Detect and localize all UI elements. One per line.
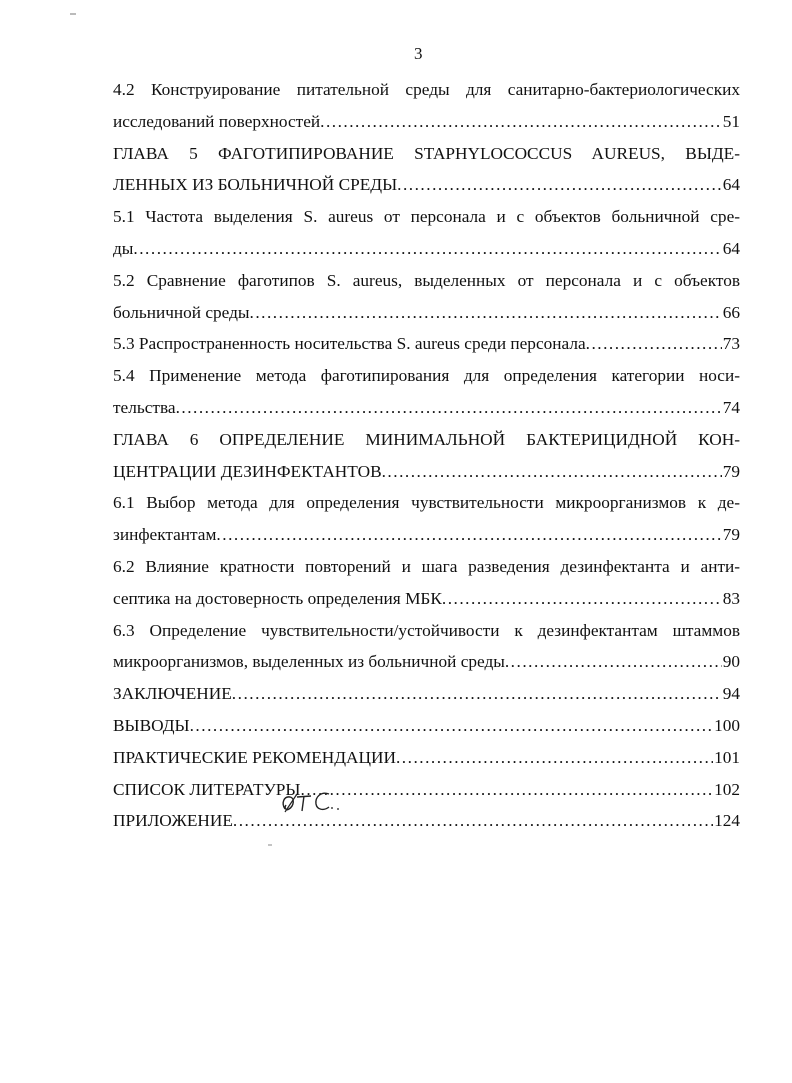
toc-page-number: 64 [722, 175, 740, 195]
toc-entry-title: тельства [113, 397, 176, 417]
toc-section-line [113, 710, 740, 742]
dot-leader [397, 169, 722, 201]
toc-entry-line [113, 106, 740, 138]
toc-entry-line [113, 233, 740, 265]
dot-leader [232, 678, 722, 710]
toc-page-number: 100 [714, 715, 740, 735]
toc-page-number: 51 [722, 111, 740, 131]
dot-leader [190, 710, 713, 742]
toc-section-line [113, 774, 740, 806]
dot-leader [396, 742, 713, 774]
toc-entry-title: ПРИЛОЖЕНИЕ [113, 811, 233, 831]
toc-entry-title: больничной среды [113, 302, 250, 322]
toc-entry-title: исследований поверхностей [113, 111, 321, 131]
toc-entry-line [113, 519, 740, 551]
toc-entry-line: 5.2 Сравнение фаготипов S. aureus, выделенных от персонала и с объектов [113, 270, 740, 290]
toc-entry-line: 6.2 Влияние кратности повторений и шага разведения дезинфектанта и анти- [113, 556, 740, 576]
toc-entry-line: 6.3 Определение чувствительности/устойчивости к дезинфектантам штаммов [113, 620, 740, 640]
toc-page-number: 124 [714, 811, 740, 831]
toc-entry-title: зинфектантам [113, 525, 217, 545]
toc-chapter-line [113, 169, 740, 201]
toc-section-line [113, 678, 740, 710]
toc-page-number: 74 [722, 397, 740, 417]
toc-page-number: 102 [714, 779, 740, 799]
dot-leader [133, 233, 721, 265]
toc-entry-title: ды [113, 238, 134, 258]
toc-page-number: 66 [722, 302, 740, 322]
dot-leader [320, 106, 722, 138]
dot-leader [505, 646, 722, 678]
toc-chapter-line [113, 456, 740, 488]
toc-entry-line: 5.1 Частота выделения S. aureus от персонала и с объектов больничной сре- [113, 207, 740, 227]
page-number: 3 [414, 44, 423, 63]
toc-section-line [113, 805, 740, 837]
toc-page-number: 79 [722, 461, 740, 481]
dot-leader [382, 456, 722, 488]
toc-entry-line: 6.1 Выбор метода для определения чувствительности микроорганизмов к де- [113, 493, 740, 513]
toc-chapter-line: ГЛАВА 6 ОПРЕДЕЛЕНИЕ МИНИМАЛЬНОЙ БАКТЕРИЦИДНОЙ КОН- [113, 429, 740, 449]
toc-entry-title: микроорганизмов, выделенных из больничной среды [113, 652, 505, 672]
toc-page-number: 101 [714, 747, 740, 767]
toc-page-number: 94 [722, 684, 740, 704]
dot-leader [176, 392, 722, 424]
toc-entry-line [113, 392, 740, 424]
toc-chapter-line: ГЛАВА 5 ФАГОТИПИРОВАНИЕ STAPHYLOCOCCUS AUREUS, ВЫДЕ- [113, 143, 740, 163]
toc-entry-line: 5.4 Применение метода фаготипирования для определения категории носи- [113, 366, 740, 386]
toc-entry-line [113, 646, 740, 678]
dot-leader [442, 583, 722, 615]
toc-entry-line: 4.2 Конструирование питательной среды для санитарно-бактериологических [113, 80, 740, 99]
dot-leader [301, 774, 714, 806]
toc-entry-title: ПРАКТИЧЕСКИЕ РЕКОМЕНДАЦИИ [113, 747, 396, 767]
toc-entry-title: ВЫВОДЫ [113, 715, 190, 735]
toc-entry-line [113, 297, 740, 329]
toc-entry-title: 5.3 Распространенность носительства S. aureus среди персонала [113, 334, 586, 354]
toc-entry-title: септика на достоверность определения МБК [113, 588, 442, 608]
dot-leader [250, 297, 722, 329]
toc-entry-title: ЗАКЛЮЧЕНИЕ [113, 684, 232, 704]
toc-entry-line [113, 328, 740, 360]
toc-section-line [113, 742, 740, 774]
toc-entry-title: ЛЕННЫХ ИЗ БОЛЬНИЧНОЙ СРЕДЫ [113, 175, 398, 195]
dot-leader [586, 328, 722, 360]
toc-page-number: 64 [722, 238, 740, 258]
toc-entry-title: СПИСОК ЛИТЕРАТУРЫ [113, 779, 301, 799]
dot-leader [216, 519, 721, 551]
toc-entry-title: ЦЕНТРАЦИИ ДЕЗИНФЕКТАНТОВ [113, 461, 382, 481]
toc-page-number: 79 [722, 525, 740, 545]
toc-page-number: 73 [722, 334, 740, 354]
toc-page-number: 90 [722, 652, 740, 672]
toc-entry-line [113, 583, 740, 615]
handwritten-annotation [271, 787, 351, 817]
toc-page-number: 83 [722, 588, 740, 608]
table-of-contents [113, 74, 740, 837]
